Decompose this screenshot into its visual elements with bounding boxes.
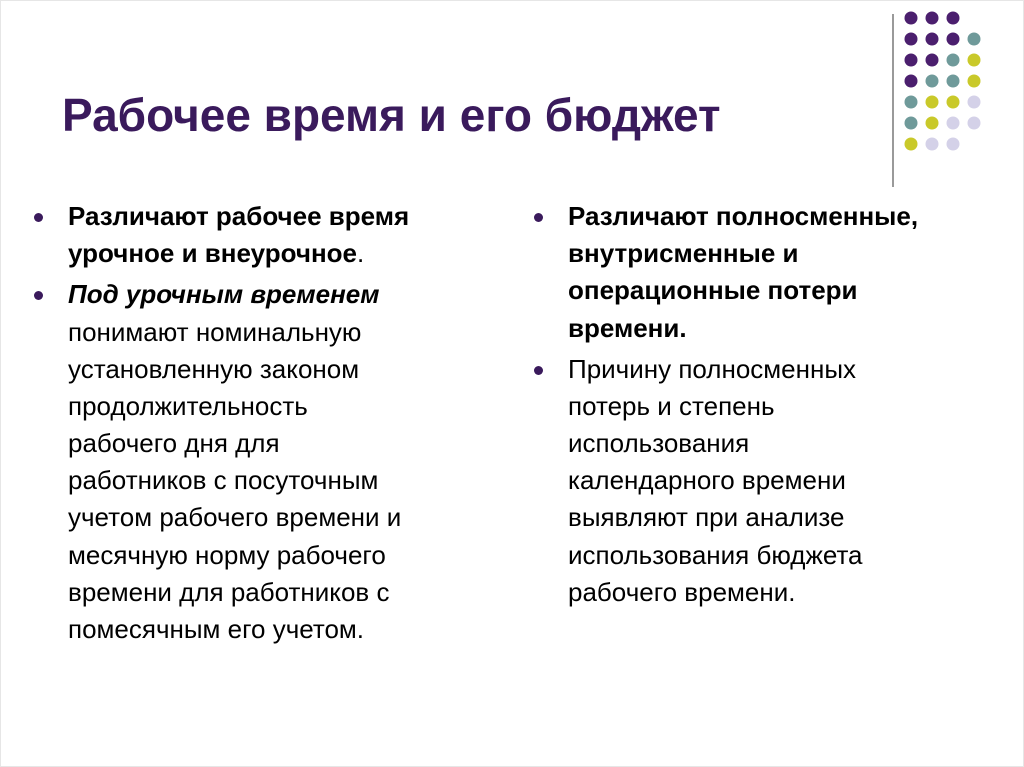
left-bullet-2-line: понимают номинальную [68, 316, 362, 347]
left-bullet-2-line: установленную законом [68, 353, 360, 384]
left-bullet-2-line: рабочего дня для [68, 428, 280, 459]
left-bullet-1 [34, 198, 494, 272]
slide-title: Рабочее время и его бюджет [62, 89, 721, 141]
right-bullet-2-line: использования бюджета [568, 539, 863, 570]
left-bullet-2-line: помесячным его учетом. [68, 613, 365, 644]
left-bullet-1-tail: . [356, 238, 365, 269]
right-bullet-1 [534, 198, 1004, 347]
decor-dot [968, 54, 981, 67]
decor-dot [947, 96, 960, 109]
left-bullet-2-line: времени для работников с [68, 576, 390, 607]
right-bullet-1-line: операционные потери [568, 275, 858, 306]
right-bullet-2-line: потерь и степень [568, 390, 775, 421]
decor-dot [968, 117, 981, 130]
decor-dot [947, 54, 960, 67]
decor-dot [947, 33, 960, 46]
bullet-dot-icon [534, 366, 543, 375]
decor-dot [926, 12, 939, 25]
decor-dot [947, 75, 960, 88]
right-bullet-2-line: использования [568, 428, 750, 459]
decor-dot [947, 12, 960, 25]
right-bullet-2-line: выявляют при анализе [568, 502, 845, 533]
bullet-dot-icon [34, 291, 43, 300]
decor-dot [968, 33, 981, 46]
decor-dot [905, 117, 918, 130]
decor-dot [926, 54, 939, 67]
left-bullet-2-line: учетом рабочего времени и [68, 502, 402, 533]
decor-dot [926, 96, 939, 109]
left-bullet-2 [34, 276, 494, 648]
decor-dot [905, 138, 918, 151]
left-bullet-2-line: продолжительность [68, 390, 308, 421]
right-bullet-1-line: внутрисменные и [568, 238, 799, 269]
decor-dot [905, 54, 918, 67]
decor-dot [905, 12, 918, 25]
left-bullet-1-line-2: урочное и внеурочное [68, 238, 357, 269]
decor-dot [905, 96, 918, 109]
decor-dot [905, 75, 918, 88]
bullet-dot-icon [534, 213, 543, 222]
bullet-dot-icon [34, 213, 43, 222]
dot-grid-svg [903, 10, 1013, 166]
decor-dot [905, 33, 918, 46]
decor-dot [947, 138, 960, 151]
left-bullet-2-lead: Под урочным временем [68, 279, 380, 310]
decor-dot [926, 75, 939, 88]
decor-dot [968, 96, 981, 109]
title-divider [892, 14, 894, 187]
decor-dot [926, 33, 939, 46]
left-bullet-2-line: месячную норму рабочего [68, 539, 386, 570]
left-bullet-2-line: работников с посуточным [68, 465, 379, 496]
right-bullet-1-line: Различают полносменные, [568, 201, 919, 231]
right-bullet-2 [534, 351, 1004, 611]
decor-dot [926, 117, 939, 130]
right-bullet-2-line: рабочего времени. [568, 576, 796, 607]
right-bullet-1-line: времени. [568, 312, 687, 343]
right-bullet-2-line: Причину полносменных [568, 353, 857, 384]
decor-dot [926, 138, 939, 151]
right-bullet-2-line: календарного времени [568, 465, 846, 496]
decor-dot [947, 117, 960, 130]
decorative-dot-grid [903, 10, 1013, 166]
left-column [34, 198, 494, 652]
left-bullet-1-line-1: Различают рабочее время [68, 201, 410, 231]
right-column [534, 198, 1004, 615]
decor-dot [968, 75, 981, 88]
